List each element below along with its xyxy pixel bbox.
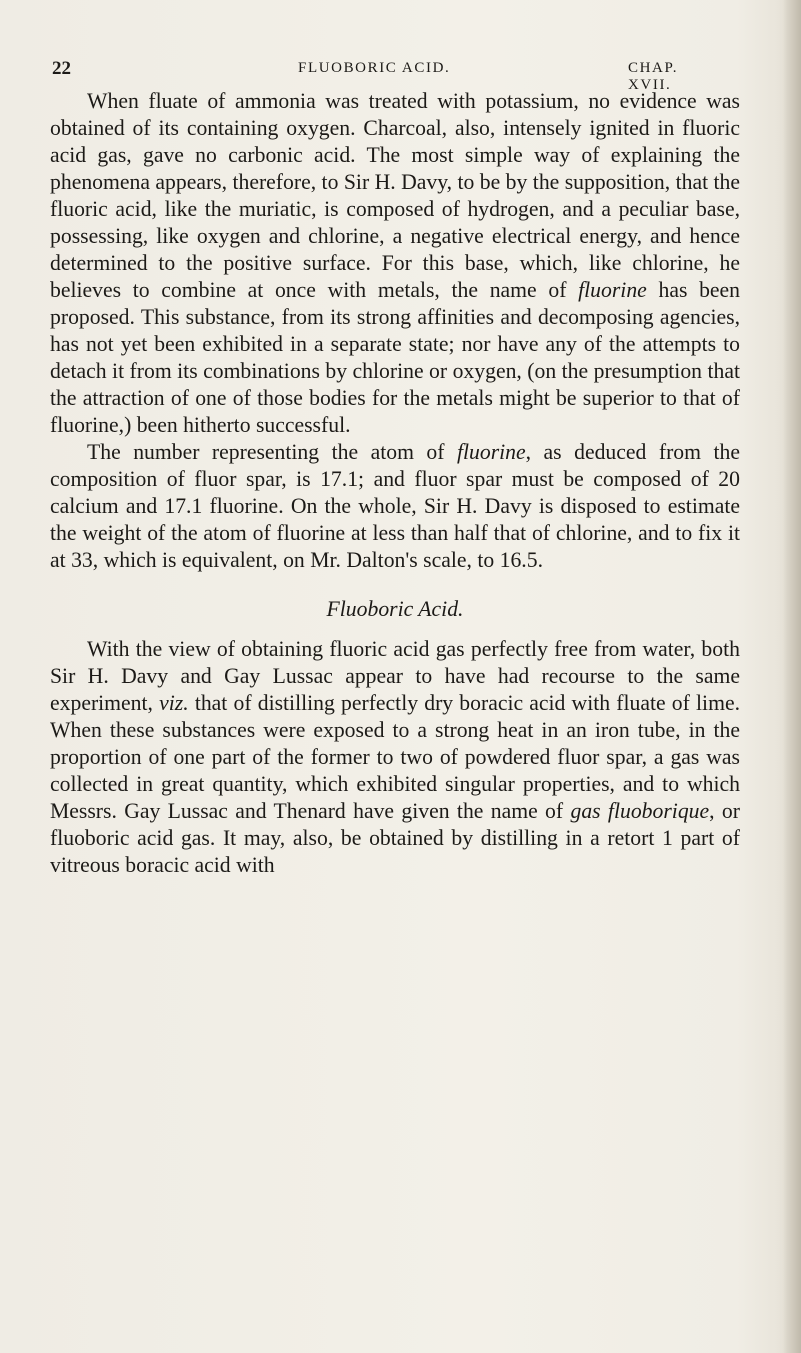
term-viz: viz. — [159, 691, 189, 715]
term-fluorine: fluorine — [578, 278, 647, 302]
paragraph-atomic-weight: The number representing the atom of fluorine, as deduced from the composition of fluor spar, is 17.1; and fluor spar must be composed of 20 calcium and 17.1 fluorine. On the whole, Sir H. Davy is disposed to estimate the weight of the atom of fluorine at less than half that of chlorine, and to fix it at 33, which is equivalent, on Mr. Dalton's scale, to 16.5. — [50, 440, 740, 572]
body-text — [50, 88, 740, 879]
paragraph-fluoboric-preparation: With the view of obtaining fluoric acid gas perfectly free from water, both Sir H. Davy and Gay Lussac appear to have had recourse to the same experiment, viz. that of distilling perfectly dry boracic acid with fluate of lime. When these substances were exposed to a strong heat in an iron tube, in the proportion of one part of the former to two of powdered fluor spar, a gas was collected in great quantity, which exhibited singular properties, and to which Messrs. Gay Lussac and Thenard have given the name of gas fluoborique, or fluoboric acid gas. It may, also, be obtained by distilling in a retort 1 part of vitreous boracic acid with — [50, 637, 740, 877]
page-number: 22 — [52, 58, 71, 79]
section-heading: Fluoboric Acid. — [326, 597, 464, 621]
running-title: FLUOBORIC ACID. — [298, 60, 451, 76]
running-header — [50, 58, 710, 93]
page-edge-shadow — [783, 0, 801, 1353]
term-gas-fluoborique: gas fluoborique — [570, 799, 710, 823]
paragraph-fluorine-hypothesis: When fluate of ammonia was treated with potassium, no evidence was obtained of its containing oxygen. Charcoal, also, intensely ignited in fluoric acid gas, gave no carbonic acid. The most simple way of explaining the phenomena appears, therefore, to Sir H. Davy, to be by the supposition, that the fluoric acid, like the muriatic, is composed of hydrogen, and a peculiar base, possessing, like oxygen and chlorine, a negative electrical energy, and hence determined to the positive surface. For this base, which, like chlorine, he believes to combine at once with metals, the name of fluorine has been proposed. This substance, from its strong affinities and decomposing agencies, has not yet been exhibited in a separate state; nor have any of the attempts to detach it from its combinations by chlorine or oxygen, (on the presumption that the attraction of one of those bodies for the metals might be superior to that of fluorine,) been hitherto successful. — [50, 89, 741, 437]
chapter-reference: CHAP. XVII. — [628, 60, 679, 93]
term-fluorine: fluorine — [456, 440, 526, 464]
